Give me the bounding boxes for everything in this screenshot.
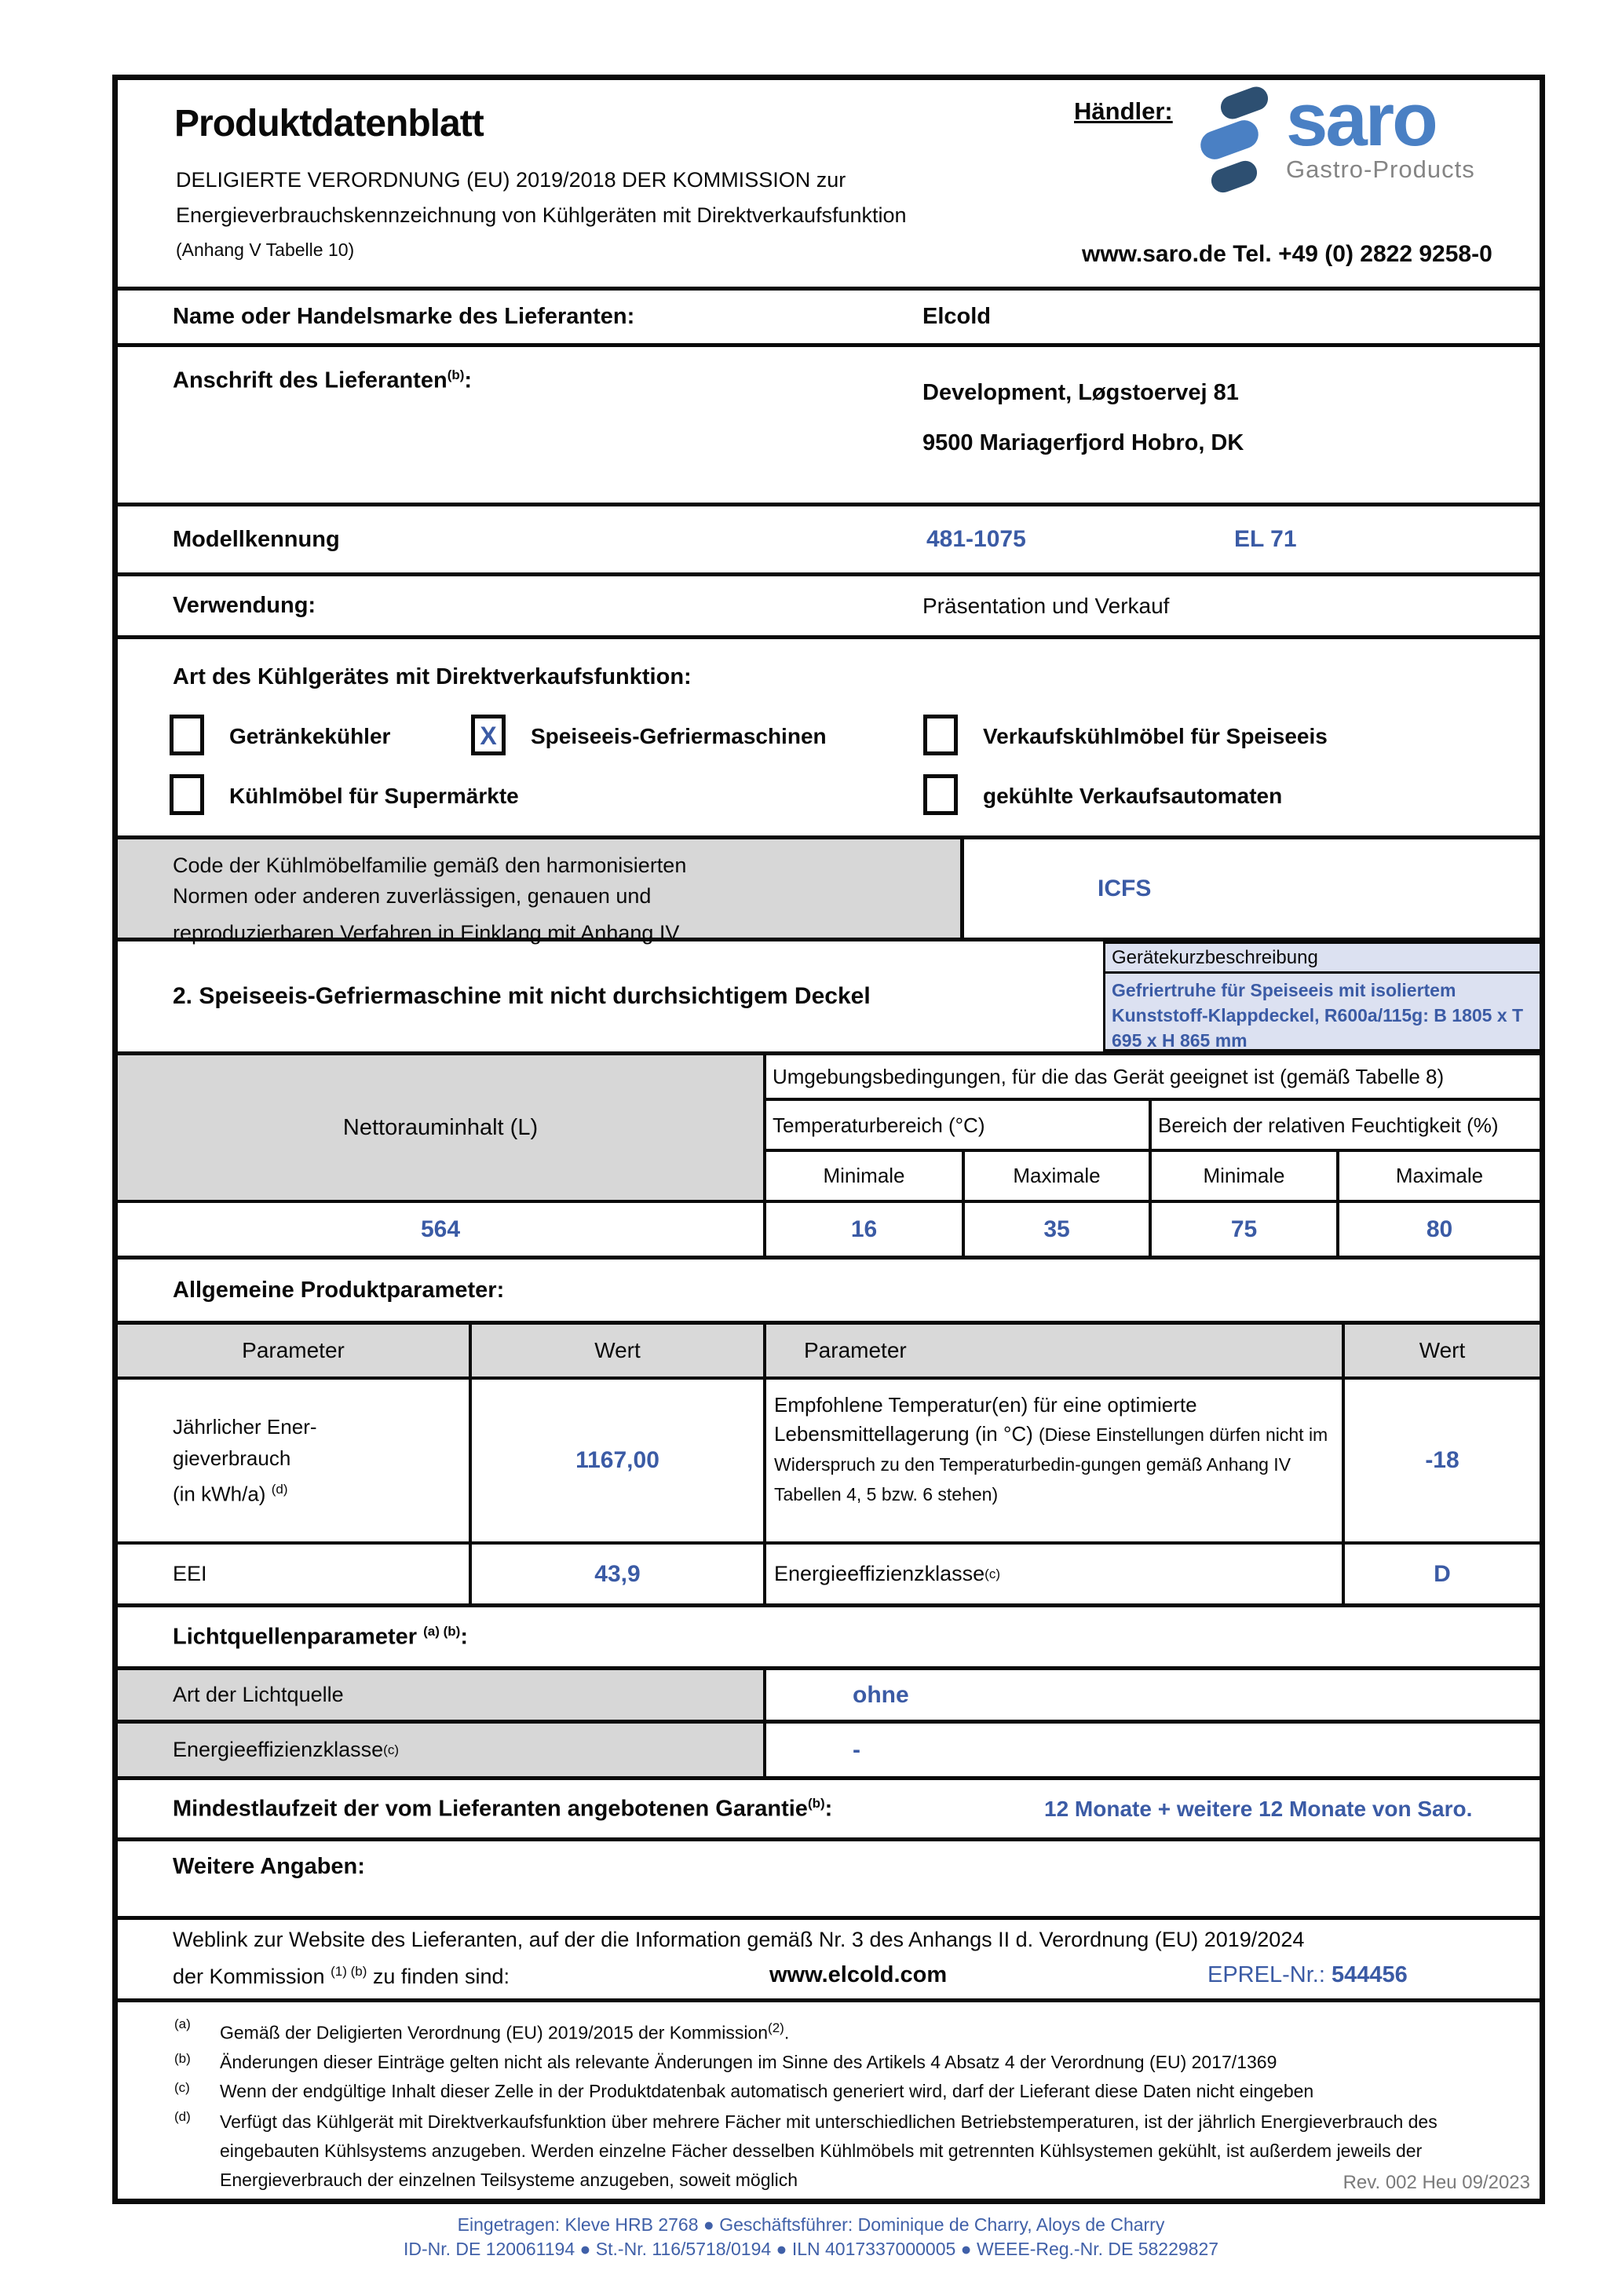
footnote-d: (d) Verfügt das Kühlgerät mit Direktverkaufsfunktion über mehrere Fächer mit unterschiedlichen Betriebstemperaturen, ist der jährlich Energieverbrauch des eingebauten Kühlsystems anzugeben. Werden einzelne Fächer desselben Kühlmöbels mit getrennten Kühlsystemen gekühlt, ist außerdem jeweils der Energieverbrauch der einzelnen Teilsysteme anzugeben, soweit möglich — [118, 2108, 1540, 2195]
family-code-value-cell — [964, 839, 1540, 938]
checkbox-label-kuehlmoebel-supermaerkte: Kühlmöbel für Supermärkte — [229, 784, 519, 808]
eprel-number: EPREL-Nr.: 544456 — [1207, 1962, 1408, 1987]
col-header-parameter-2: Parameter — [766, 1325, 1345, 1380]
general-params-table — [118, 1325, 1540, 1607]
checkbox-verkaufskuehlmoebel[interactable] — [923, 715, 958, 755]
weblink-text-line2: der Kommission $^{(1) (b)}$ zu finden sind: — [173, 1964, 510, 1988]
net-volume-value: 564 — [118, 1203, 766, 1256]
warranty-value: 12 Monate + weitere 12 Monate von Saro. — [1044, 1796, 1473, 1821]
model-label: Modellkennung — [173, 526, 340, 552]
footnote-a: (a) Gemäß der Deligierten Verordnung (EU) 2019/2015 der Kommission$^{(2)}$. — [118, 2015, 1540, 2046]
checkbox-gekuehlte-verkaufsautomaten[interactable] — [923, 774, 958, 815]
humidity-max-value: 80 — [1426, 1216, 1453, 1242]
short-description-label: Gerätekurzbeschreibung — [1105, 944, 1540, 974]
energy-efficiency-class-label: Energieeffizienzklasse (c) — [766, 1545, 1345, 1603]
weblink-text-line1: Weblink zur Website des Lieferanten, auf der die Information gemäß Nr. 3 des Anhangs II d. Verordnung (EU) 2019/2024 — [173, 1928, 1305, 1951]
humidity-range-header: Bereich der relativen Feuchtigkeit (%) — [1152, 1101, 1540, 1152]
dealer-contact: www.saro.de Tel. +49 (0) 2822 9258-0 — [1082, 241, 1492, 267]
humidity-max-column-header: Maximale — [1339, 1152, 1540, 1203]
saro-logo — [1192, 78, 1475, 204]
model-name: EL 71 — [1234, 526, 1297, 552]
checkbox-label-verkaufskuehlmoebel: Verkaufskühlmöbel für Speiseeis — [983, 724, 1328, 748]
weblink-row — [118, 1920, 1540, 2002]
usage-value: Präsentation und Verkauf — [922, 593, 1170, 618]
light-source-row — [118, 1670, 1540, 1724]
category-row — [118, 941, 1540, 1055]
light-source-label: Art der Lichtquelle — [118, 1670, 766, 1720]
datasheet-frame — [112, 75, 1545, 2204]
usage-row — [118, 576, 1540, 639]
company-footer — [0, 2213, 1622, 2261]
general-params-heading: Allgemeine Produktparameter: — [173, 1277, 505, 1303]
checkbox-label-speiseeis-gefriermaschinen: Speiseeis-Gefriermaschinen — [531, 724, 827, 748]
warranty-row — [118, 1780, 1540, 1841]
footnote-c: (c) Wenn der endgültige Inhalt dieser Zelle in der Produktdatenbak automatisch generiert wird, darf der Lieferant diese Daten nicht eingeben — [118, 2078, 1540, 2104]
temp-min-value: 16 — [766, 1203, 965, 1256]
footnote-ref-b: (b) — [447, 367, 465, 382]
short-description-text: Gefriertruhe für Speiseeis mit isoliertem Kunststoff-Klappdeckel, R600a/115g: B 1805 x T 695 x H 865 mm — [1112, 980, 1524, 1051]
general-params-heading-row — [118, 1260, 1540, 1325]
supplier-name-value: Elcold — [922, 304, 992, 329]
footnote-d-marker: (d) — [174, 2108, 191, 2124]
logo-text — [1286, 78, 1475, 184]
temp-max-value: 35 — [965, 1203, 1152, 1256]
light-params-heading: Lichtquellenparameter $^{(a) (b)}$: — [173, 1623, 468, 1650]
checkbox-speiseeis-gefriermaschinen[interactable] — [471, 715, 506, 755]
subtitle-line3: (Anhang V Tabelle 10) — [176, 239, 355, 260]
checkbox-label-gekuehlte-verkaufsautomaten: gekühlte Verkaufsautomaten — [983, 784, 1283, 808]
humidity-min-value: 75 — [1152, 1203, 1339, 1256]
temp-min-column-header: Minimale — [766, 1152, 965, 1203]
appliance-type-heading: Art des Kühlgerätes mit Direktverkaufsfunktion: — [173, 664, 692, 689]
warranty-label: Mindestlaufzeit der vom Lieferanten angebotenen Garantie$^{(b)}$: — [173, 1795, 833, 1822]
footnote-ref-2: (2) — [768, 2020, 784, 2035]
footer-line-2: ID-Nr. DE 120061194 ● St.-Nr. 116/5718/0194 ● ILN 4017337000005 ● WEEE-Reg.-Nr. DE 58229827 — [403, 2239, 1219, 2259]
eei-label: EEI — [118, 1545, 472, 1603]
footnote-b: (b) Änderungen dieser Einträge gelten nicht als relevante Änderungen im Sinne des Artikels 4 Absatz 4 der Verordnung (EU) 2017/1369 — [118, 2049, 1540, 2075]
page-title: Produktdatenblatt — [174, 103, 484, 144]
annual-energy-label: Jährlicher Ener- gieverbrauch (in kWh/a) $^{(d)}$ — [118, 1380, 472, 1545]
address-line-1: Development, Løgstoervej 81 — [922, 380, 1239, 405]
energy-efficiency-class-value: D — [1434, 1560, 1451, 1587]
family-code-row — [118, 839, 1540, 945]
address-line-2: 9500 Mariagerfjord Hobro, DK — [922, 430, 1244, 455]
ambient-conditions-header: Umgebungsbedingungen, für die das Gerät geeignet ist (gemäß Tabelle 8) — [766, 1055, 1540, 1101]
footnote-ref-d: (d) — [271, 1482, 288, 1497]
usage-label: Verwendung: — [173, 593, 316, 618]
further-info-label: Weitere Angaben: — [173, 1854, 365, 1879]
light-class-row — [118, 1724, 1540, 1780]
checkbox-kuehlmoebel-supermaerkte[interactable] — [170, 774, 204, 815]
footnote-b-marker: (b) — [174, 2050, 191, 2066]
saro-s-mark-icon — [1192, 86, 1278, 204]
col-header-wert-1: Wert — [472, 1325, 766, 1380]
subtitle-line2: Energieverbrauchskennzeichnung von Kühlgeräten mit Direktverkaufsfunktion — [176, 203, 907, 227]
recommended-temperature-label: Empfohlene Temperatur(en) für eine optimierte Lebensmittellagerung (in °C) (Diese Einstellungen dürfen nicht im Widerspruch zu den Temperaturbedin-gungen gemäß Anhang IV Tabellen 4, 5 bzw. 6 stehen) — [766, 1380, 1345, 1545]
model-number: 481-1075 — [926, 526, 1026, 552]
checkbox-label-getraenkekuehler: Getränkekühler — [229, 724, 391, 748]
light-params-heading-row — [118, 1607, 1540, 1670]
device-short-description-box — [1103, 941, 1540, 1051]
footnote-ref-c: (c) — [985, 1566, 1000, 1581]
supplier-address-value — [922, 367, 1244, 468]
supplier-name-label: Name oder Handelsmarke des Lieferanten: — [173, 304, 635, 329]
revision-note: Rev. 002 Heu 09/2023 — [1343, 2172, 1530, 2193]
temp-max-column-header: Maximale — [965, 1152, 1152, 1203]
supplier-website-link[interactable]: www.elcold.com — [769, 1962, 948, 1987]
supplier-name-row — [118, 291, 1540, 347]
footnote-ref-1-b: (1) (b) — [331, 1964, 367, 1979]
family-code-label: Code der Kühlmöbelfamilie gemäß den harmonisierten Normen oder anderen zuverlässigen, genauen und reproduzierbaren Verfahren in Einklang mit Anhang IV — [118, 839, 964, 938]
temperature-range-header: Temperaturbereich (°C) — [766, 1101, 1152, 1152]
checkbox-getraenkekuehler[interactable] — [170, 715, 204, 755]
ambient-conditions-table — [118, 1055, 1540, 1260]
col-header-wert-2: Wert — [1345, 1325, 1540, 1380]
annual-energy-value: 1167,00 — [472, 1380, 766, 1545]
footnote-ref-a-b: (a) (b) — [423, 1623, 461, 1639]
footnotes-section — [118, 2002, 1540, 2199]
logo-tagline: Gastro-Products — [1286, 155, 1475, 183]
family-code-value: ICFS — [1098, 875, 1152, 901]
footnote-ref-c: (c) — [383, 1742, 399, 1757]
net-volume-label: Nettorauminhalt (L) — [118, 1055, 766, 1203]
light-class-value: - — [853, 1736, 860, 1763]
light-class-label: Energieeffizienzklasse (c) — [118, 1724, 766, 1776]
recommended-temperature-value: -18 — [1345, 1380, 1540, 1545]
checkbox-mark-x: X — [480, 722, 497, 750]
eprel-value: 544456 — [1331, 1962, 1408, 1987]
supplier-address-label: Anschrift des Lieferanten$^{(b)}$: — [173, 367, 473, 393]
dealer-label: Händler: — [1074, 97, 1173, 125]
appliance-type-section — [118, 639, 1540, 839]
footnote-ref-b: (b) — [807, 1795, 825, 1811]
footer-line-1: Eingetragen: Kleve HRB 2768 ● Geschäftsführer: Dominique de Charry, Aloys de Charry — [457, 2214, 1165, 2235]
category-heading: 2. Speiseeis-Gefriermaschine mit nicht durchsichtigem Deckel — [173, 983, 871, 1009]
model-row — [118, 506, 1540, 576]
further-info-row — [118, 1841, 1540, 1920]
eei-value: 43,9 — [472, 1545, 766, 1603]
footnote-a-marker: (a) — [174, 2016, 191, 2031]
humidity-min-column-header: Minimale — [1152, 1152, 1339, 1203]
header-section — [118, 80, 1540, 291]
col-header-parameter-1: Parameter — [118, 1325, 472, 1380]
supplier-address-row — [118, 347, 1540, 506]
light-source-value: ohne — [853, 1681, 909, 1708]
logo-brand: saro — [1286, 78, 1436, 162]
footnote-c-marker: (c) — [174, 2079, 190, 2095]
subtitle-line1: DELIGIERTE VERORDNUNG (EU) 2019/2018 DER KOMMISSION zur — [176, 168, 846, 192]
